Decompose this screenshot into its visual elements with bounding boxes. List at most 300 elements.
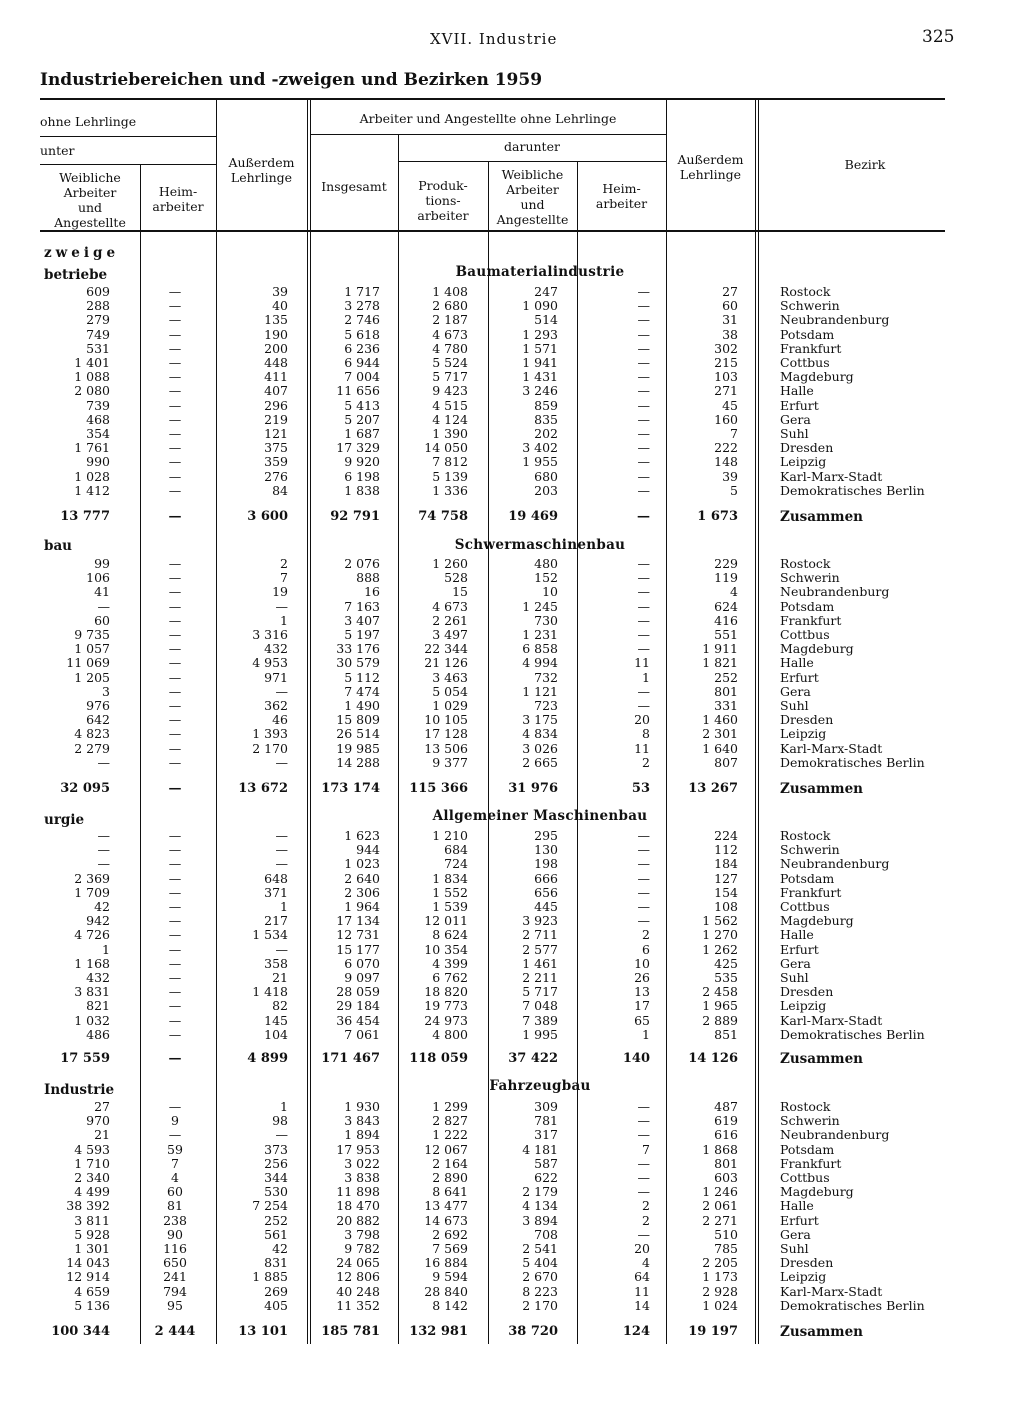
table-row	[0, 628, 1024, 642]
cell-weibliche-left: 17 559	[60, 1051, 110, 1066]
cell-insgesamt: 3 843	[344, 1113, 380, 1129]
cell-lehrlinge: 801	[714, 1155, 738, 1171]
cell-weibliche-left: 1 412	[74, 482, 110, 498]
cell-produktionsarbeiter: 1 390	[432, 426, 468, 441]
total-row	[0, 1052, 1024, 1066]
cell-lehrlinge: 331	[714, 698, 738, 713]
cell-heimarbeiter-left: 238	[163, 1212, 187, 1228]
cell-lehrlinge: 2 271	[702, 1212, 738, 1228]
cell-produktionsarbeiter: 8 624	[432, 927, 468, 943]
cell-heimarbeiter: —	[637, 913, 650, 929]
cell-produktionsarbeiter: 1 539	[432, 899, 468, 914]
cell-weibliche: 37 422	[508, 1051, 558, 1066]
cell-weibliche: 6 858	[522, 641, 558, 657]
cell-lehrlinge: 2 205	[702, 1255, 738, 1271]
cell-produktionsarbeiter: 7 812	[432, 454, 468, 470]
cell-heimarbeiter-left: —	[168, 598, 182, 614]
cell-insgesamt: 17 134	[336, 913, 380, 929]
cell-heimarbeiter-left: —	[168, 740, 182, 756]
cell-bezirk: Zusammen	[780, 1324, 863, 1340]
cell-weibliche-left: 4 593	[74, 1141, 110, 1157]
cell-weibliche-left: 1	[102, 941, 110, 957]
table-row	[0, 699, 1024, 713]
cell-weibliche-left: 4 499	[74, 1184, 110, 1200]
cell-bezirk: Demokratisches Berlin	[780, 754, 925, 770]
cell-weibliche-left: 99	[94, 556, 110, 571]
section-title: Schwermaschinenbau	[454, 537, 626, 553]
cell-heimarbeiter-left: —	[168, 340, 182, 356]
cell-weibliche-left: —	[97, 828, 110, 843]
cell-weibliche-left: 821	[86, 998, 110, 1014]
cell-produktionsarbeiter: 13 506	[424, 740, 468, 756]
cell-weibliche: 2 179	[522, 1184, 558, 1200]
cell-lehrlinge: 551	[714, 627, 738, 642]
cell-insgesamt: 26 514	[336, 726, 380, 742]
table-row	[0, 727, 1024, 741]
cell-weibliche-left: 1 710	[74, 1155, 110, 1171]
cell-heimarbeiter-left: —	[168, 1127, 182, 1143]
cell-weibliche: 7 048	[522, 998, 558, 1014]
cell-produktionsarbeiter: 684	[444, 842, 468, 858]
cell-weibliche-left: 32 095	[60, 781, 110, 796]
table-row	[0, 1114, 1024, 1128]
cell-produktionsarbeiter: 17 128	[424, 726, 468, 742]
table-row	[0, 1100, 1024, 1114]
table-row	[0, 285, 1024, 299]
cell-weibliche: 3 175	[522, 712, 558, 728]
cell-weibliche-left: 942	[86, 913, 110, 929]
cell-lehrlinge: 1 460	[702, 712, 738, 728]
table-row	[0, 399, 1024, 413]
cell-weibliche: 480	[534, 556, 558, 571]
total-row	[0, 782, 1024, 796]
cell-bezirk: Demokratisches Berlin	[780, 1026, 925, 1042]
cell-insgesamt: 17 953	[336, 1141, 380, 1157]
cell-insgesamt: 944	[356, 842, 380, 858]
cell-lehrlinge-left: 252	[264, 1212, 288, 1228]
cell-lehrlinge-left: 1 885	[252, 1269, 288, 1285]
cell-heimarbeiter: 53	[631, 781, 650, 796]
cell-heimarbeiter-left: —	[168, 627, 182, 642]
cell-lehrlinge: 13 267	[688, 781, 738, 796]
cell-heimarbeiter: 13	[634, 984, 650, 1000]
cell-weibliche: 723	[534, 698, 558, 713]
header-weibliche-left: Weibliche Arbeiter und Angestellte	[54, 170, 126, 230]
cell-lehrlinge-left: —	[275, 683, 288, 699]
cell-lehrlinge: 39	[722, 468, 738, 484]
left-section-label: betriebe	[44, 267, 108, 283]
cell-produktionsarbeiter: 21 126	[424, 655, 468, 671]
cell-lehrlinge: 60	[722, 298, 738, 314]
cell-insgesamt: 7 163	[344, 598, 380, 614]
cell-weibliche-left: 288	[86, 298, 110, 314]
cell-heimarbeiter-left: —	[168, 698, 182, 713]
cell-insgesamt: 5 197	[344, 627, 380, 642]
cell-weibliche: 3 402	[522, 440, 558, 456]
cell-bezirk: Potsdam	[780, 1141, 835, 1157]
cell-produktionsarbeiter: 118 059	[409, 1051, 468, 1066]
cell-lehrlinge-left: 7 254	[252, 1198, 288, 1214]
cell-lehrlinge-left: 200	[264, 340, 288, 356]
cell-weibliche: 2 577	[522, 941, 558, 957]
cell-heimarbeiter: 20	[634, 1241, 650, 1256]
cell-produktionsarbeiter: 1 260	[432, 556, 468, 571]
cell-insgesamt: 6 236	[344, 340, 380, 356]
header-right-group: Arbeiter und Angestellte ohne Lehrlinge	[359, 111, 617, 126]
cell-produktionsarbeiter: 4 515	[432, 397, 468, 413]
cell-produktionsarbeiter: 1 222	[432, 1127, 468, 1143]
cell-lehrlinge-left: 648	[264, 870, 288, 886]
cell-produktionsarbeiter: 1 299	[432, 1099, 468, 1114]
cell-insgesamt: 33 176	[336, 641, 380, 657]
cell-produktionsarbeiter: 13 477	[424, 1198, 468, 1214]
table-row	[0, 557, 1024, 571]
cell-lehrlinge: 119	[714, 570, 738, 586]
cell-weibliche-left: 1 088	[74, 369, 110, 385]
cell-produktionsarbeiter: 1 336	[432, 482, 468, 498]
cell-lehrlinge: 616	[714, 1127, 738, 1143]
cell-heimarbeiter: 124	[622, 1324, 650, 1339]
left-sub-rule	[40, 164, 216, 165]
cell-lehrlinge: 2 458	[702, 984, 738, 1000]
cell-lehrlinge: 2 301	[702, 726, 738, 742]
cell-lehrlinge: 1 270	[702, 927, 738, 943]
cell-heimarbeiter: 1	[642, 1026, 650, 1042]
cell-weibliche: 2 665	[522, 754, 558, 770]
table-row	[0, 384, 1024, 398]
cell-heimarbeiter: —	[637, 556, 650, 571]
cell-produktionsarbeiter: 12 067	[424, 1141, 468, 1157]
cell-weibliche: 7 389	[522, 1012, 558, 1028]
cell-bezirk: Zusammen	[780, 781, 863, 797]
cell-produktionsarbeiter: 74 758	[418, 509, 468, 524]
cell-lehrlinge: 160	[714, 411, 738, 427]
cell-bezirk: Gera	[780, 683, 811, 699]
cell-lehrlinge: 2 928	[702, 1283, 738, 1299]
cell-lehrlinge: 416	[714, 612, 738, 628]
cell-produktionsarbeiter: 9 377	[432, 754, 468, 770]
cell-insgesamt: 40 248	[336, 1283, 380, 1299]
cell-bezirk: Halle	[780, 383, 814, 399]
cell-lehrlinge-left: 375	[264, 440, 288, 456]
cell-insgesamt: 30 579	[336, 655, 380, 671]
cell-lehrlinge: 1 562	[702, 913, 738, 929]
table-row	[0, 1270, 1024, 1284]
cell-insgesamt: 1 930	[344, 1099, 380, 1114]
table-row	[0, 1256, 1024, 1270]
cell-insgesamt: 7 004	[344, 369, 380, 385]
cell-heimarbeiter: —	[637, 584, 650, 600]
cell-bezirk: Neubrandenburg	[780, 312, 890, 328]
cell-insgesamt: 1 838	[344, 482, 380, 498]
cell-bezirk: Leipzig	[780, 998, 827, 1014]
cell-weibliche: 1 245	[522, 598, 558, 614]
cell-bezirk: Erfurt	[780, 669, 819, 685]
table-row	[0, 756, 1024, 770]
cell-weibliche-left: —	[97, 598, 110, 614]
cell-weibliche: 1 231	[522, 627, 558, 642]
cell-bezirk: Erfurt	[780, 1212, 819, 1228]
cell-weibliche: 1 571	[522, 340, 558, 356]
cell-lehrlinge-left: 1 534	[252, 927, 288, 943]
header-heim-left: Heim- arbeiter	[152, 184, 204, 214]
cell-weibliche: 38 720	[508, 1324, 558, 1339]
cell-bezirk: Gera	[780, 1226, 811, 1242]
cell-lehrlinge: 19 197	[688, 1324, 738, 1339]
cell-lehrlinge: 1 173	[702, 1269, 738, 1285]
cell-weibliche-left: 2 369	[74, 870, 110, 886]
cell-produktionsarbeiter: 8 142	[432, 1297, 468, 1313]
cell-insgesamt: 2 640	[344, 870, 380, 886]
cell-produktionsarbeiter: 3 497	[432, 627, 468, 642]
cell-heimarbeiter-left: —	[168, 828, 182, 843]
cell-insgesamt: 1 490	[344, 698, 380, 713]
cell-produktionsarbeiter: 5 524	[432, 355, 468, 370]
cell-lehrlinge: 27	[722, 284, 738, 299]
cell-heimarbeiter: 4	[642, 1255, 650, 1271]
cell-lehrlinge-left: 405	[264, 1297, 288, 1313]
table-row	[0, 857, 1024, 871]
cell-insgesamt: 5 112	[344, 669, 380, 685]
cell-weibliche-left: 4 823	[74, 726, 110, 742]
cell-weibliche: 730	[534, 612, 558, 628]
cell-heimarbeiter: —	[637, 870, 650, 886]
header-produktions: Produk- tions- arbeiter	[417, 178, 469, 223]
cell-lehrlinge: 229	[714, 556, 738, 571]
cell-heimarbeiter-left: —	[168, 440, 182, 456]
cell-heimarbeiter-left: —	[168, 1051, 182, 1066]
cell-lehrlinge: 1 262	[702, 941, 738, 957]
cell-bezirk: Frankfurt	[780, 340, 842, 356]
cell-lehrlinge-left: 359	[264, 454, 288, 470]
cell-weibliche-left: 990	[86, 454, 110, 470]
cell-weibliche-left: —	[97, 754, 110, 770]
cell-lehrlinge: 5	[730, 482, 738, 498]
cell-lehrlinge: 271	[714, 383, 738, 399]
cell-heimarbeiter: 1	[642, 669, 650, 685]
cell-lehrlinge: 154	[714, 884, 738, 900]
cell-produktionsarbeiter: 4 673	[432, 326, 468, 342]
table-row	[0, 455, 1024, 469]
cell-weibliche-left: 1 301	[74, 1241, 110, 1256]
cell-heimarbeiter: —	[637, 1170, 650, 1185]
table-row	[0, 999, 1024, 1013]
cell-lehrlinge: 510	[714, 1226, 738, 1242]
cell-produktionsarbeiter: 5 054	[432, 683, 468, 699]
cell-lehrlinge-left: 1 418	[252, 984, 288, 1000]
cell-insgesamt: 18 470	[336, 1198, 380, 1214]
cell-heimarbeiter-left: 59	[167, 1141, 183, 1157]
cell-heimarbeiter: 2	[642, 927, 650, 943]
table-row	[0, 872, 1024, 886]
table-row	[0, 656, 1024, 670]
cell-weibliche-left: 3 811	[74, 1212, 110, 1228]
cell-lehrlinge-left: 3 600	[247, 509, 288, 524]
cell-bezirk: Demokratisches Berlin	[780, 1297, 925, 1313]
cell-weibliche-left: 354	[86, 426, 110, 441]
cell-heimarbeiter: —	[637, 355, 650, 370]
cell-lehrlinge: 112	[714, 842, 738, 858]
cell-lehrlinge: 603	[714, 1170, 738, 1185]
cell-bezirk: Karl-Marx-Stadt	[780, 1012, 883, 1028]
cell-weibliche: 10	[542, 584, 558, 600]
cell-weibliche: 1 941	[522, 355, 558, 370]
table-row	[0, 985, 1024, 999]
cell-lehrlinge-left: —	[275, 828, 288, 843]
cell-weibliche-left: 100 344	[51, 1324, 110, 1339]
cell-weibliche-left: 38 392	[66, 1198, 110, 1214]
cell-insgesamt: 92 791	[330, 509, 380, 524]
cell-insgesamt: 6 944	[344, 355, 380, 370]
cell-weibliche: 309	[534, 1099, 558, 1114]
cell-produktionsarbeiter: 24 973	[424, 1012, 468, 1028]
cell-weibliche: 622	[534, 1170, 558, 1185]
cell-produktionsarbeiter: 1 029	[432, 698, 468, 713]
table-row	[0, 843, 1024, 857]
cell-heimarbeiter: —	[637, 383, 650, 399]
table-row	[0, 571, 1024, 585]
cell-heimarbeiter-left: —	[168, 781, 182, 796]
cell-heimarbeiter: —	[637, 683, 650, 699]
cell-weibliche-left: 609	[86, 284, 110, 299]
cell-bezirk: Rostock	[780, 556, 831, 571]
cell-lehrlinge-left: 121	[264, 426, 288, 441]
cell-bezirk: Zusammen	[780, 509, 863, 525]
cell-insgesamt: 171 467	[321, 1051, 380, 1066]
cell-heimarbeiter: 20	[634, 712, 650, 728]
cell-heimarbeiter: 2	[642, 1198, 650, 1214]
cell-produktionsarbeiter: 2 827	[432, 1113, 468, 1129]
cell-weibliche: 514	[534, 312, 558, 328]
cell-lehrlinge-left: 7	[280, 570, 288, 586]
cell-produktionsarbeiter: 12 011	[424, 913, 468, 929]
cell-heimarbeiter-left: —	[168, 482, 182, 498]
cell-bezirk: Karl-Marx-Stadt	[780, 1283, 883, 1299]
cell-bezirk: Cottbus	[780, 355, 830, 370]
cell-bezirk: Dresden	[780, 1255, 834, 1271]
cell-lehrlinge-left: 84	[272, 482, 288, 498]
chapter-heading: XVII. Industrie	[430, 30, 558, 48]
cell-heimarbeiter: 7	[642, 1141, 650, 1157]
table-row	[0, 1128, 1024, 1142]
left-section-label: Industrie	[44, 1082, 115, 1098]
cell-heimarbeiter-left: —	[168, 984, 182, 1000]
cell-heimarbeiter-left: —	[168, 842, 182, 858]
cell-heimarbeiter-left: 95	[167, 1297, 183, 1313]
cell-insgesamt: 19 985	[336, 740, 380, 756]
cell-weibliche: 680	[534, 468, 558, 484]
cell-insgesamt: 11 898	[336, 1184, 380, 1200]
cell-lehrlinge: 108	[714, 899, 738, 914]
cell-lehrlinge: 14 126	[688, 1051, 738, 1066]
cell-weibliche-left: 14 043	[66, 1255, 110, 1271]
cell-heimarbeiter: —	[637, 312, 650, 328]
cell-produktionsarbeiter: 14 050	[424, 440, 468, 456]
cell-lehrlinge: 1 868	[702, 1141, 738, 1157]
cell-insgesamt: 29 184	[336, 998, 380, 1014]
cell-weibliche: 295	[534, 828, 558, 843]
cell-insgesamt: 12 806	[336, 1269, 380, 1285]
cell-bezirk: Halle	[780, 1198, 814, 1214]
cell-heimarbeiter: 11	[634, 1283, 650, 1299]
cell-weibliche-left: —	[97, 856, 110, 872]
cell-heimarbeiter-left: —	[168, 397, 182, 413]
cell-insgesamt: 3 022	[344, 1155, 380, 1171]
cell-heimarbeiter: 8	[642, 726, 650, 742]
cell-heimarbeiter-left: —	[168, 612, 182, 628]
table-row	[0, 484, 1024, 498]
cell-lehrlinge: 31	[722, 312, 738, 328]
title-rule	[40, 98, 945, 100]
cell-bezirk: Frankfurt	[780, 1155, 842, 1171]
cell-lehrlinge: 224	[714, 828, 738, 843]
cell-weibliche: 2 541	[522, 1241, 558, 1256]
cell-heimarbeiter: —	[637, 627, 650, 642]
cell-lehrlinge-left: 4 899	[247, 1051, 288, 1066]
cell-weibliche-left: 3 831	[74, 984, 110, 1000]
cell-lehrlinge-left: 448	[264, 355, 288, 370]
cell-insgesamt: 36 454	[336, 1012, 380, 1028]
total-row	[0, 1325, 1024, 1339]
page-number: 325	[922, 27, 955, 47]
cell-insgesamt: 15 177	[336, 941, 380, 957]
cell-bezirk: Leipzig	[780, 454, 827, 470]
cell-bezirk: Karl-Marx-Stadt	[780, 740, 883, 756]
cell-insgesamt: 3 407	[344, 612, 380, 628]
cell-lehrlinge: 2 061	[702, 1198, 738, 1214]
cell-bezirk: Cottbus	[780, 1170, 830, 1185]
cell-bezirk: Neubrandenburg	[780, 584, 890, 600]
cell-weibliche: 31 976	[508, 781, 558, 796]
cell-produktionsarbeiter: 2 187	[432, 312, 468, 328]
table-row	[0, 370, 1024, 384]
cell-heimarbeiter-left: 794	[163, 1283, 187, 1299]
cell-heimarbeiter: —	[637, 842, 650, 858]
cell-heimarbeiter-left: 650	[163, 1255, 187, 1271]
cell-weibliche-left: 970	[86, 1113, 110, 1129]
cell-heimarbeiter: —	[637, 570, 650, 586]
cell-bezirk: Erfurt	[780, 941, 819, 957]
table-title: Industriebereichen und -zweigen und Bezirken 1959	[40, 70, 543, 90]
cell-insgesamt: 1 894	[344, 1127, 380, 1143]
cell-lehrlinge-left: 269	[264, 1283, 288, 1299]
cell-lehrlinge: 487	[714, 1099, 738, 1114]
header-left-group: ohne Lehrlinge	[40, 114, 137, 129]
cell-insgesamt: 3 798	[344, 1226, 380, 1242]
cell-heimarbeiter-left: —	[168, 312, 182, 328]
table-row	[0, 1171, 1024, 1185]
cell-heimarbeiter-left: —	[168, 369, 182, 385]
cell-weibliche: 666	[534, 870, 558, 886]
cell-weibliche: 1 431	[522, 369, 558, 385]
cell-lehrlinge-left: 46	[272, 712, 288, 728]
left-group-rule	[40, 136, 216, 137]
cell-weibliche: 732	[534, 669, 558, 685]
cell-weibliche: 4 834	[522, 726, 558, 742]
cell-bezirk: Potsdam	[780, 598, 835, 614]
cell-weibliche-left: 60	[94, 612, 110, 628]
cell-weibliche-left: 531	[86, 340, 110, 356]
cell-lehrlinge-left: 1	[280, 1099, 288, 1114]
cell-lehrlinge-left: 530	[264, 1184, 288, 1200]
cell-weibliche: 835	[534, 411, 558, 427]
cell-lehrlinge-left: 217	[264, 913, 288, 929]
cell-bezirk: Magdeburg	[780, 641, 854, 657]
cell-insgesamt: 6 198	[344, 468, 380, 484]
table-row	[0, 1299, 1024, 1313]
left-section-label: urgie	[44, 812, 85, 828]
cell-weibliche: 202	[534, 426, 558, 441]
